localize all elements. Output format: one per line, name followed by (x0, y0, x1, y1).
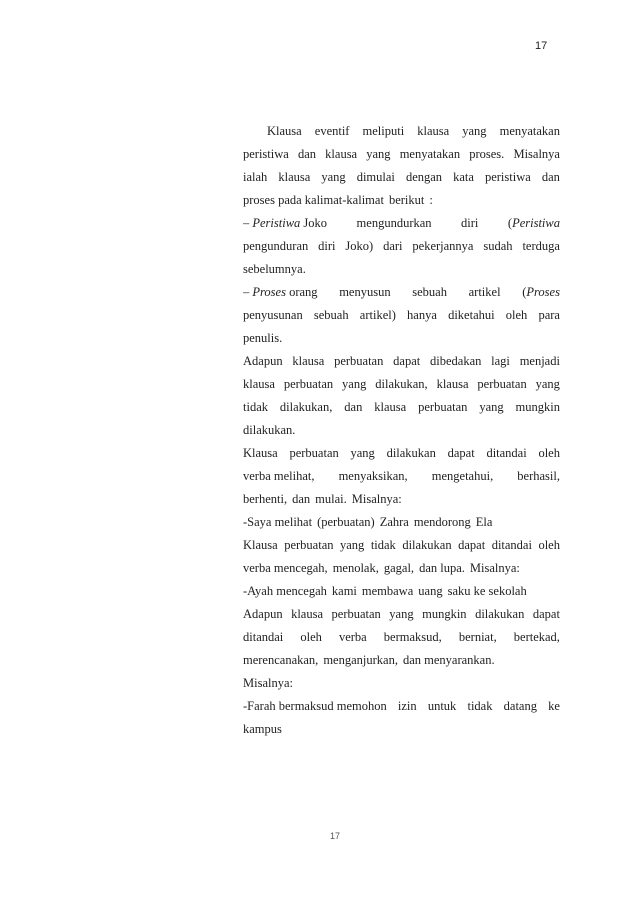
text-word: saku ke sekolah (447, 584, 527, 598)
text-word: yang (389, 607, 414, 621)
text-word: menyatakan (399, 147, 461, 161)
text-word: dimulai (356, 170, 395, 184)
text-word: membawa (361, 584, 414, 598)
text-line (243, 603, 560, 626)
text-line (243, 304, 560, 327)
text-word: menganjurkan, (323, 653, 398, 667)
text-word: uang (418, 584, 443, 598)
text-word: perbuatan (418, 400, 468, 414)
text-word: dilakukan (402, 538, 452, 552)
text-word: yang (321, 170, 346, 184)
text-word: tidak (243, 400, 268, 414)
text-word: peristiwa (243, 147, 289, 161)
text-word: – Peristiwa Joko (243, 216, 328, 230)
text-word: artikel (468, 285, 501, 299)
text-word: klausa (436, 377, 469, 391)
text-word: Klausa (243, 446, 278, 460)
text-word: peristiwa (484, 170, 531, 184)
text-word: dari (383, 239, 403, 253)
text-word: sebuah (313, 308, 349, 322)
text-line (243, 166, 560, 189)
text-line (243, 350, 560, 373)
text-word: sebelumnya. (243, 262, 306, 276)
text-word: perbuatan (331, 607, 381, 621)
text-word: yang (479, 400, 504, 414)
text-word: datang (503, 699, 537, 713)
text-word: kata (453, 170, 474, 184)
text-word: ditandai (486, 446, 527, 460)
text-word: menjadi (519, 354, 560, 368)
text-word: mendorong (413, 515, 471, 529)
text-word: para (538, 308, 560, 322)
text-line (243, 557, 560, 580)
text-word: artikel) (359, 308, 396, 322)
text-word: yang (366, 147, 391, 161)
text-line (243, 373, 560, 396)
text-word: bertekad, (513, 630, 560, 644)
text-line (243, 419, 560, 442)
text-word: dan (292, 492, 311, 506)
text-word: diri (318, 239, 336, 253)
text-word: dan lupa. (419, 561, 465, 575)
text-word: verba mencegah, (243, 561, 328, 575)
text-line (243, 189, 560, 212)
footer-mark: 17 (330, 831, 341, 841)
text-word: Klausa (267, 124, 302, 138)
page-number: 17 (535, 40, 548, 52)
text-word: – Proses orang (243, 285, 318, 299)
text-line (243, 465, 560, 488)
text-word: sebuah (412, 285, 447, 299)
text-word: dapat (447, 446, 475, 460)
text-word: menyaksikan, (338, 469, 408, 483)
text-word: proses. (469, 147, 505, 161)
text-word: menolak, (332, 561, 379, 575)
text-word: Misalnya: (351, 492, 402, 506)
text-line (243, 120, 560, 143)
text-word: klausa (325, 147, 358, 161)
text-word: klausa (374, 400, 407, 414)
text-word: dilakukan (475, 607, 525, 621)
text-word: perbuatan (334, 354, 384, 368)
text-line (243, 649, 560, 672)
text-word: dilakukan. (243, 423, 296, 437)
text-word: dan (297, 147, 317, 161)
text-word: dilakukan, (375, 377, 428, 391)
text-word: ditandai (491, 538, 532, 552)
text-word: Misalnya (513, 147, 560, 161)
text-word: yang (350, 446, 375, 460)
body-text (243, 120, 560, 741)
text-word: klausa (243, 377, 275, 391)
text-word: perbuatan (477, 377, 527, 391)
text-word: -Ayah mencegah (243, 584, 327, 598)
text-word: mengetahui, (431, 469, 494, 483)
text-line (243, 442, 560, 465)
text-word: dapat (393, 354, 421, 368)
text-line (243, 258, 560, 281)
text-word: pekerjannya (412, 239, 474, 253)
text-word: dilakukan, (279, 400, 333, 414)
text-word: penyusunan (243, 308, 303, 322)
text-word: klausa (291, 607, 324, 621)
text-word: Joko) (345, 239, 374, 253)
text-word: yang (340, 538, 365, 552)
text-word: berikut (388, 193, 425, 207)
text-line (243, 143, 560, 166)
text-word: verba melihat, (243, 469, 315, 483)
text-line (243, 718, 560, 741)
text-word: dan (541, 170, 560, 184)
text-word: berhasil, (517, 469, 560, 483)
text-word: oleh (505, 308, 528, 322)
text-word: merencanakan, (243, 653, 319, 667)
text-word: perbuatan (283, 377, 334, 391)
text-word: klausa (417, 124, 450, 138)
text-word: mengundurkan (356, 216, 432, 230)
text-line (243, 672, 560, 695)
text-word: mungkin (422, 607, 467, 621)
text-word: ke (548, 699, 560, 713)
text-word: dan menyarankan. (402, 653, 495, 667)
text-word: kampus (243, 722, 282, 736)
text-word: (Proses (522, 285, 560, 299)
text-word: Misalnya: (243, 676, 293, 690)
text-word: Ela (475, 515, 493, 529)
text-line (243, 534, 560, 557)
text-word: kami (331, 584, 357, 598)
text-word: (Peristiwa (507, 216, 560, 230)
text-word: sudah (483, 239, 513, 253)
text-word: Adapun (243, 354, 283, 368)
text-line (243, 327, 560, 350)
text-word: mungkin (515, 400, 560, 414)
text-word: oleh (538, 446, 560, 460)
text-line (243, 212, 560, 235)
text-word: ditandai (243, 630, 284, 644)
text-word: perbuatan (284, 538, 334, 552)
text-line (243, 488, 560, 511)
text-word: pengunduran (243, 239, 309, 253)
text-line (243, 511, 560, 534)
text-word: yang (342, 377, 367, 391)
text-line (243, 695, 560, 718)
text-line (243, 580, 560, 603)
text-word: verba (338, 630, 367, 644)
text-word: bermaksud, (383, 630, 442, 644)
text-word: mulai. (315, 492, 347, 506)
text-word: dengan (405, 170, 443, 184)
text-word: -Farah bermaksud memohon (243, 699, 387, 713)
text-word: untuk (427, 699, 457, 713)
text-word: diketahui (448, 308, 495, 322)
text-word: berniat, (458, 630, 497, 644)
text-word: eventif (314, 124, 350, 138)
text-word: lagi (491, 354, 510, 368)
text-word: dapat (458, 538, 486, 552)
text-word: -Saya melihat (243, 515, 313, 529)
text-word: (perbuatan) (317, 515, 375, 529)
text-word: menyusun (339, 285, 391, 299)
text-word: perbuatan (289, 446, 339, 460)
text-word: yang (535, 377, 560, 391)
text-word: dapat (532, 607, 560, 621)
text-word: terduga (522, 239, 560, 253)
text-word: Zahra (379, 515, 409, 529)
text-word: dan (344, 400, 363, 414)
text-word: izin (397, 699, 417, 713)
text-word: Misalnya: (469, 561, 520, 575)
text-line (243, 396, 560, 419)
text-word: : (429, 193, 433, 207)
text-word: berhenti, (243, 492, 288, 506)
text-word: dibedakan (430, 354, 482, 368)
text-word: dilakukan (386, 446, 436, 460)
text-line (243, 235, 560, 258)
text-word: proses pada kalimat-kalimat (243, 193, 384, 207)
text-word: klausa (292, 354, 325, 368)
text-word: penulis. (243, 331, 283, 345)
text-word: ialah (243, 170, 268, 184)
text-word: hanya (407, 308, 437, 322)
text-word: gagal, (383, 561, 415, 575)
text-word: menyatakan (499, 124, 560, 138)
text-word: meliputi (362, 124, 405, 138)
text-word: Klausa (243, 538, 278, 552)
text-word: klausa (278, 170, 311, 184)
text-word: oleh (538, 538, 560, 552)
text-word: tidak (370, 538, 396, 552)
text-word: yang (462, 124, 487, 138)
text-line (243, 281, 560, 304)
text-word: tidak (467, 699, 493, 713)
text-word: diri (461, 216, 479, 230)
text-word: oleh (300, 630, 322, 644)
text-line (243, 626, 560, 649)
text-word: Adapun (243, 607, 283, 621)
